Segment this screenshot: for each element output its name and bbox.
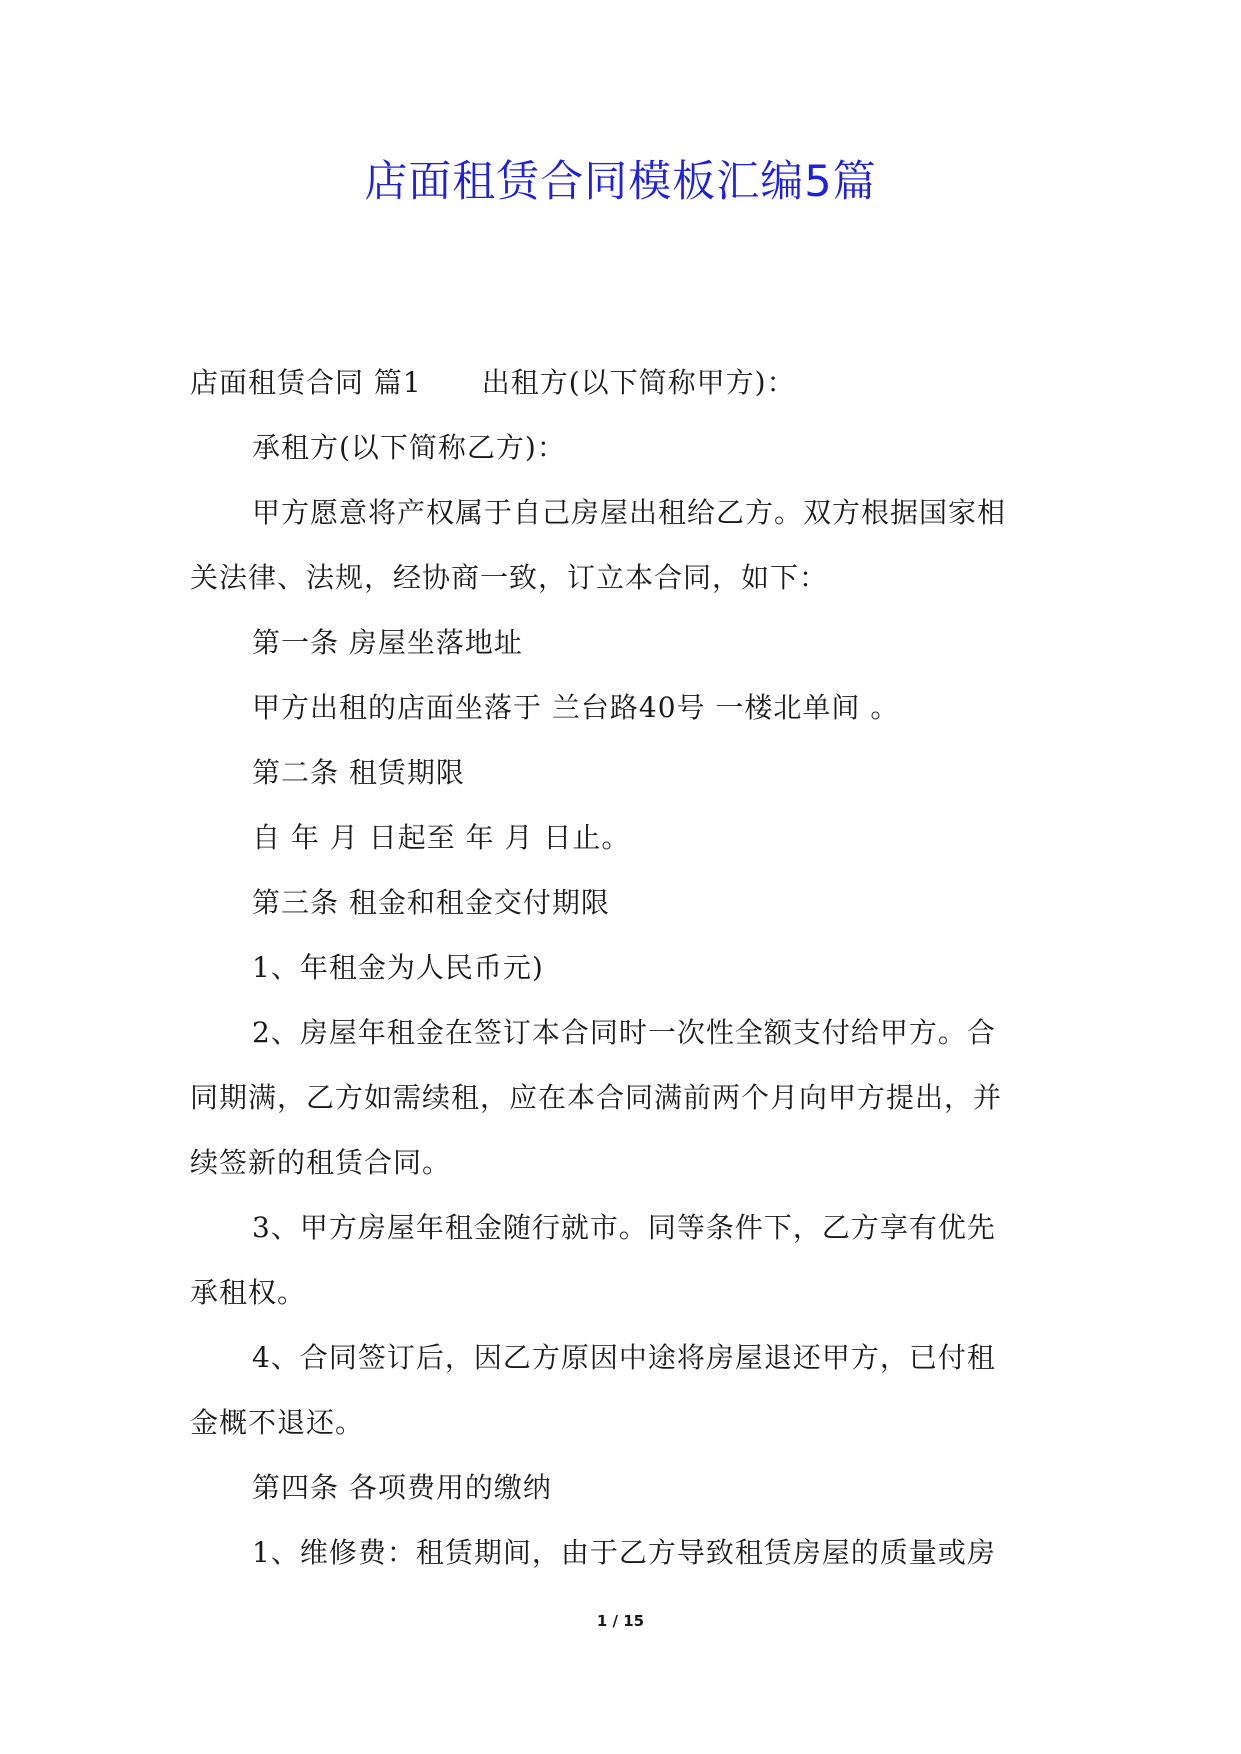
- text-line: 2、房屋年租金在签订本合同时一次性全额支付给甲方。合: [252, 1016, 996, 1049]
- text-line: 1、年租金为人民币元): [252, 951, 544, 984]
- text-line: 续签新的租赁合同。: [190, 1146, 452, 1179]
- text-line: 3、甲方房屋年租金随行就市。同等条件下，乙方享有优先: [252, 1211, 996, 1244]
- text-line: 第二条 租赁期限: [252, 756, 465, 789]
- text-line: 甲方出租的店面坐落于 兰台路40号 一楼北单间 。: [252, 691, 900, 724]
- text-line: 第四条 各项费用的缴纳: [252, 1471, 552, 1504]
- page-title: 店面租赁合同模板汇编5篇: [364, 157, 877, 207]
- text-line: 金概不退还。: [190, 1406, 365, 1439]
- text-line: 第三条 租金和租金交付期限: [252, 886, 610, 919]
- text-line: 1、维修费：租赁期间，由于乙方导致租赁房屋的质量或房: [252, 1536, 996, 1569]
- text-line: 承租权。: [190, 1276, 307, 1309]
- text-line: 承租方(以下简称乙方)：: [252, 431, 566, 464]
- text-line: 关法律、法规，经协商一致，订立本合同，如下：: [190, 561, 829, 594]
- text-line: 自 年 月 日起至 年 月 日止。: [252, 821, 631, 854]
- first-line: [190, 350, 1058, 415]
- text-line: 第一条 房屋坐落地址: [252, 626, 523, 659]
- page-number: 1 / 15: [596, 1612, 645, 1630]
- document-body: [190, 350, 1058, 1585]
- text-line: 同期满，乙方如需续租，应在本合同满前两个月向甲方提出，并: [190, 1081, 1003, 1114]
- text-line: 4、合同签订后，因乙方原因中途将房屋退还甲方，已付租: [252, 1341, 996, 1374]
- lessor-label: 出租方(以下简称甲方)：: [481, 366, 796, 399]
- paragraph-lines: [190, 415, 1058, 1585]
- section-heading: 店面租赁合同 篇1: [190, 366, 422, 399]
- text-line: 甲方愿意将产权属于自己房屋出租给乙方。双方根据国家相: [252, 496, 1007, 529]
